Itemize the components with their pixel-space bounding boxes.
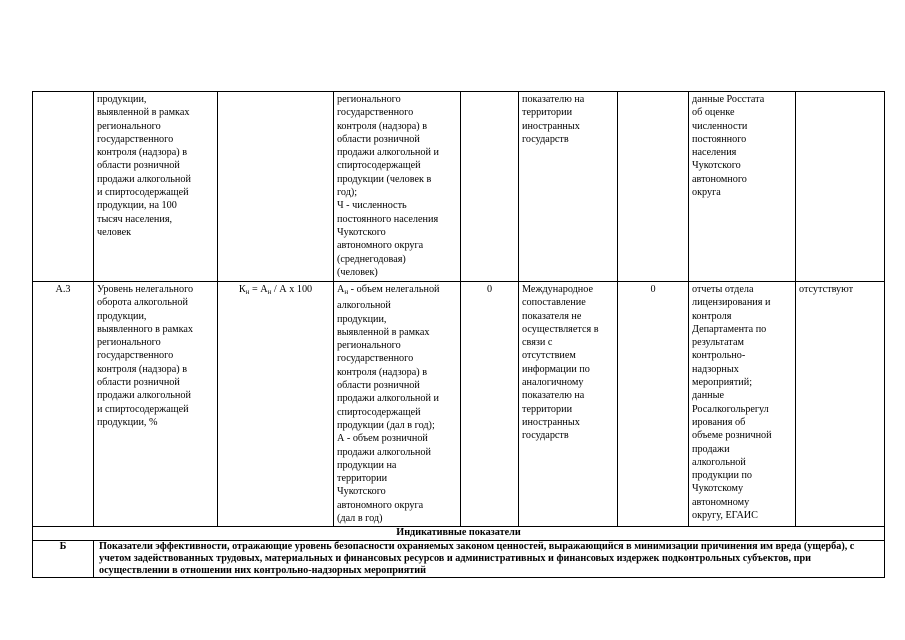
cell-variables: регионального государственного контроля (надзора) в области розничной продажи алкогольной и спиртосодержащей продукции (человек в год); Ч - численность постоянного населения Чукотского автономного округа (среднегодовая) (человек) bbox=[334, 92, 461, 282]
cell-source: данные Росстата об оценке численности постоянного населения Чукотского автономного округа bbox=[689, 92, 796, 282]
section-b-text: Показатели эффективности, отражающие уровень безопасности охраняемых законом ценностей, выражающийся в минимизации причинения им вреда (ущерба), с учетом задействованных трудовых, материальных и финансовых ресурсов и административных и финансовых издержек подконтрольных субъектов, при осуществлении в отношении них контрольно-надзорных мероприятий bbox=[94, 541, 885, 578]
formula-lhs-sub: н bbox=[245, 288, 250, 296]
cell-number bbox=[33, 92, 94, 282]
cell-formula bbox=[218, 92, 334, 282]
cell-formula bbox=[218, 282, 334, 527]
formula-mid-sub: н bbox=[267, 288, 272, 296]
indicative-header: Индикативные показатели bbox=[33, 527, 885, 541]
cell-source: отчеты отдела лицензирования и контроля Департамента по результатам контрольно- надзорных мероприятий; данные Росалкогольрегул ирования об объеме розничной продажи алкогольной продукции по Чукотскому автономному округу, ЕГАИС bbox=[689, 282, 796, 527]
cell-variables bbox=[334, 282, 461, 527]
formula-rhs: / А х 100 bbox=[271, 284, 313, 295]
formula-mid: = А bbox=[249, 284, 268, 295]
table-row-continued bbox=[33, 92, 885, 282]
formula-lhs: К bbox=[238, 284, 246, 295]
cell-comparison: Международное сопоставление показателя не осуществляется в связи с отсутствием информации по аналогичному показателю на территории иностранных государств bbox=[519, 282, 618, 527]
cell-target bbox=[461, 92, 519, 282]
cell-base: 0 bbox=[618, 282, 689, 527]
cell-notes: отсутствуют bbox=[796, 282, 885, 527]
variables-rest: - объем нелегальной алкогольной продукции, выявленной в рамках регионального государственного контроля (надзора) в области розничной продажи алкогольной и спиртосодержащей продукции (дал в год); А - объем розничной продажи алкогольной продукции на территории Чукотского автономного округа (дал в год) bbox=[337, 284, 440, 525]
table-row-indicative-header bbox=[33, 527, 885, 541]
cell-indicator: Уровень нелегального оборота алкогольной продукции, выявленного в рамках регионального государственного контроля (надзора) в области розничной продажи алкогольной и спиртосодержащей продукции, % bbox=[94, 282, 218, 527]
table-row-a3 bbox=[33, 282, 885, 527]
cell-notes bbox=[796, 92, 885, 282]
cell-comparison: показателю на территории иностранных государств bbox=[519, 92, 618, 282]
variables-head-sub: н bbox=[344, 288, 349, 296]
cell-number: А.3 bbox=[33, 282, 94, 527]
indicators-table bbox=[32, 91, 885, 578]
cell-base bbox=[618, 92, 689, 282]
cell-number: Б bbox=[33, 541, 94, 578]
variables-head: А bbox=[337, 284, 345, 295]
table-row-section-b bbox=[33, 541, 885, 578]
cell-indicator: продукции, выявленной в рамках регионального государственного контроля (надзора) в области розничной продажи алкогольной и спиртосодержащей продукции, на 100 тысяч населения, человек bbox=[94, 92, 218, 282]
cell-target: 0 bbox=[461, 282, 519, 527]
